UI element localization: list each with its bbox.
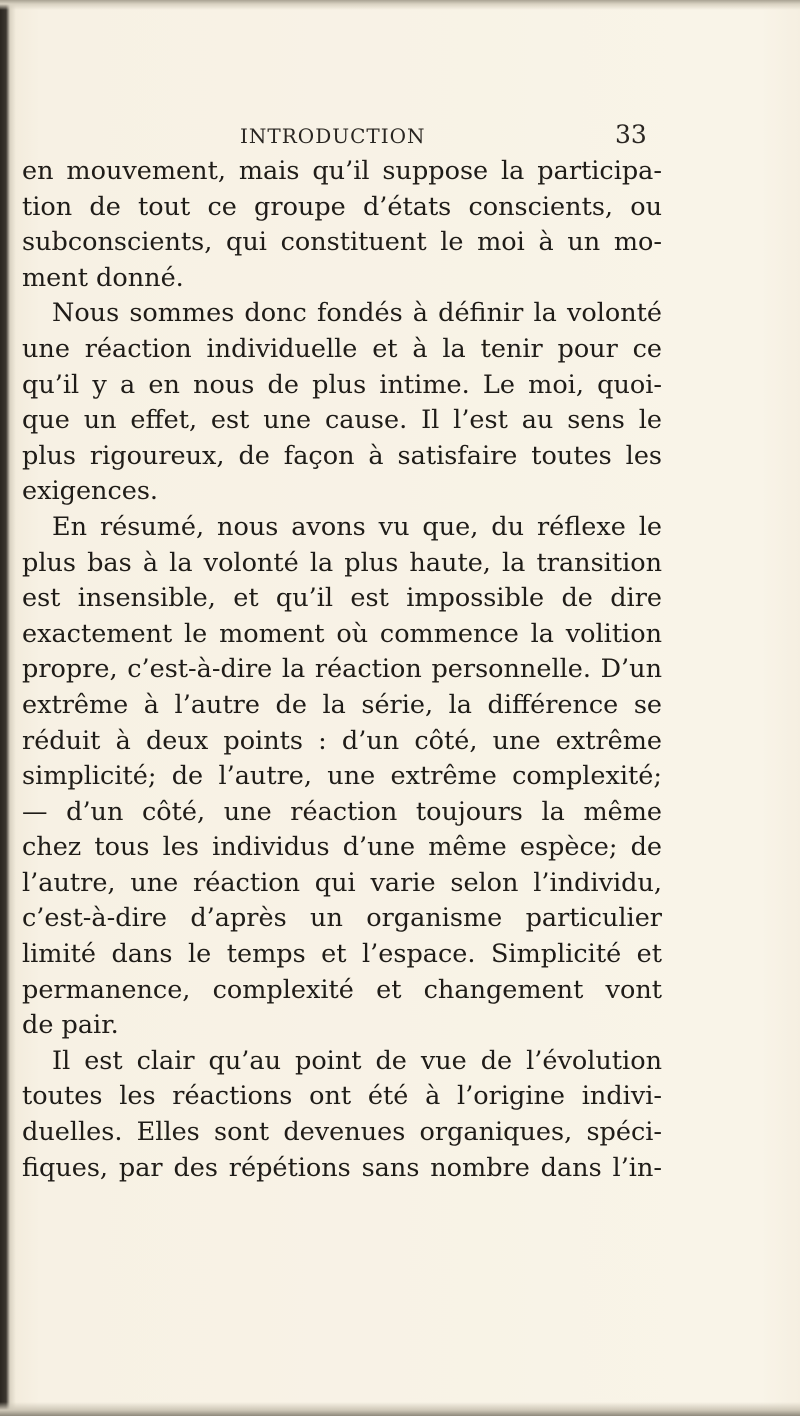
page-top-shadow xyxy=(0,0,800,10)
text-line: que un effet, est une cause. Il l’est au sens le xyxy=(22,405,662,436)
text-line: — d’un côté, une réaction toujours la même xyxy=(22,796,662,827)
text-line: propre, c’est-à-dire la réaction personnelle. D’un xyxy=(22,654,662,685)
text-line: exactement le moment où commence la volition xyxy=(22,618,662,649)
page-number: 33 xyxy=(615,120,647,149)
text-line: de pair. xyxy=(22,1010,119,1041)
text-line: limité dans le temps et l’espace. Simplicité et xyxy=(22,939,662,970)
text-line: en mouvement, mais qu’il suppose la participa- xyxy=(22,156,662,186)
body-text xyxy=(22,154,662,1186)
text-line: simplicité; de l’autre, une extrême complexité; xyxy=(22,761,662,792)
text-line: qu’il y a en nous de plus intime. Le moi, quoi- xyxy=(22,369,662,400)
text-line: Il est clair qu’au point de vue de l’évolution xyxy=(52,1045,662,1076)
text-line: une réaction individuelle et à la tenir pour ce xyxy=(22,333,662,364)
text-line: fiques, par des répétions sans nombre dans l’in- xyxy=(22,1152,662,1183)
text-line: tion de tout ce groupe d’états conscients, ou xyxy=(22,191,662,222)
text-line: En résumé, nous avons vu que, du réflexe le xyxy=(52,511,662,542)
text-line: Nous sommes donc fondés à définir la volonté xyxy=(52,298,662,329)
text-line: réduit à deux points : d’un côté, une extrême xyxy=(22,725,662,756)
running-head xyxy=(0,120,800,150)
text-line: permanence, complexité et changement vont xyxy=(22,974,662,1005)
text-line: c’est-à-dire d’après un organisme particulier xyxy=(22,903,662,934)
text-line: subconscients, qui constituent le moi à un mo- xyxy=(22,227,662,258)
text-line: toutes les réactions ont été à l’origine indivi- xyxy=(22,1081,662,1112)
text-line: extrême à l’autre de la série, la différence se xyxy=(22,689,662,720)
text-line: plus rigoureux, de façon à satisfaire toutes les xyxy=(22,440,662,471)
text-line: plus bas à la volonté la plus haute, la transition xyxy=(22,547,662,578)
text-line: chez tous les individus d’une même espèce; de xyxy=(22,832,662,863)
text-line: exigences. xyxy=(22,476,159,507)
text-line: l’autre, une réaction qui varie selon l’individu, xyxy=(22,867,662,898)
text-line: duelles. Elles sont devenues organiques, spéci- xyxy=(22,1117,662,1148)
page-bottom-edge xyxy=(0,1402,800,1416)
header-title: INTRODUCTION xyxy=(240,124,426,148)
text-line: ment donné. xyxy=(22,262,184,293)
text-line: est insensible, et qu’il est impossible de dire xyxy=(22,583,662,614)
